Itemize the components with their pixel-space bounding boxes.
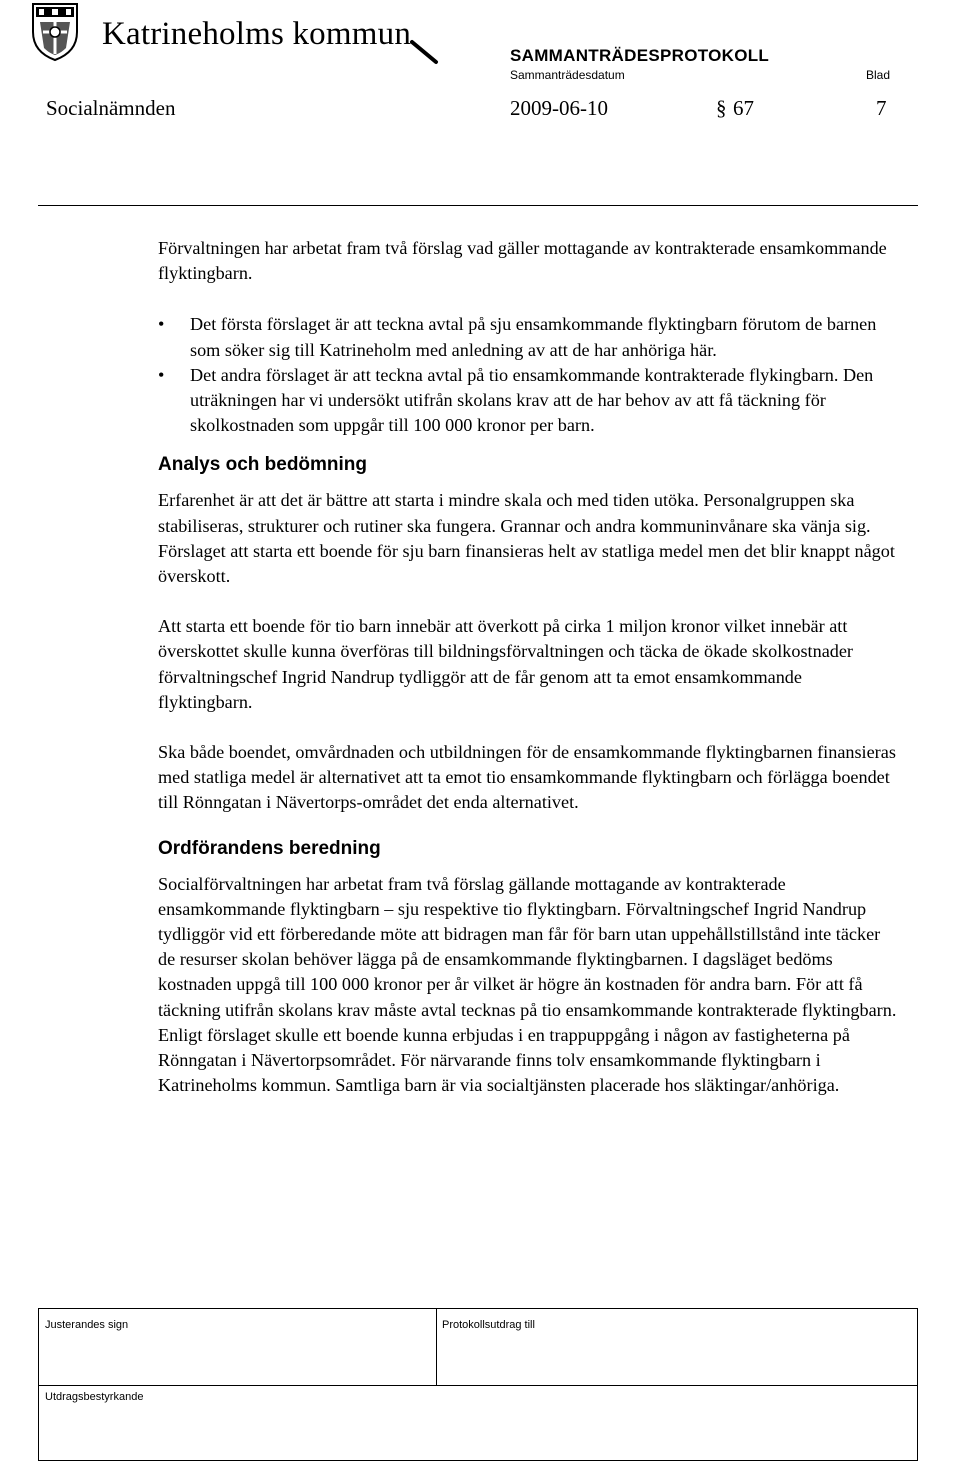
- extract-recipient-label: Protokollsutdrag till: [442, 1319, 535, 1331]
- signature-box: [38, 1308, 918, 1461]
- list-item: • Det första förslaget är att teckna avtal på sju ensamkommande flyktingbarn förutom de barnen som söker sig till Katrineholm med anledning av att de har anhöriga här.: [190, 312, 898, 362]
- analysis-paragraph: Att starta ett boende för tio barn innebär att överkott på cirka 1 miljon kronor vilket innebär att överskottet skulle kunna överföras till bildningsförvaltningen och täcka de ökade skolkostnader förvaltningschef Ingrid Nandrup tydliggör att de får genom att ta emot ensamkommande flyktingbarn.: [158, 616, 853, 712]
- meeting-date: 2009-06-10: [510, 96, 608, 120]
- paragraph-number: 67: [733, 96, 754, 120]
- organization-name: Katrineholms kommun: [102, 16, 412, 52]
- header-divider: [38, 205, 918, 206]
- proposal-list: [158, 312, 898, 438]
- meeting-date-label: Sammanträdesdatum: [510, 68, 625, 82]
- committee-name: Socialnämnden: [46, 96, 176, 120]
- extract-certification-label: Utdragsbestyrkande: [45, 1391, 144, 1403]
- signature-box-divider: [436, 1309, 437, 1385]
- intro-paragraph: Förvaltningen har arbetat fram två förslag vad gäller mottagande av kontrakterade ensamkommande flyktingbarn.: [158, 238, 887, 284]
- analysis-paragraph: Ska både boendet, omvårdnaden och utbildningen för de ensamkommande flyktingbarnen finansieras med statliga medel är alternativet att ta emot tio ensamkommande flyktingbarn och förlägga boendet till Rönngatan i Nävertorps-området det enda alternativet.: [158, 742, 896, 813]
- signature-label: Justerandes sign: [45, 1319, 129, 1331]
- page-number: 7: [876, 96, 887, 120]
- document-body: [158, 236, 898, 1098]
- page-label: Blad: [866, 68, 891, 82]
- list-item: • Det andra förslaget är att teckna avtal på tio ensamkommande kontrakterade flykingbarn. Den uträkningen har vi undersökt utifrån skolans krav att de har behov av att få täckning för skolkostnaden som uppgår till 100 000 kronor per barn.: [190, 363, 898, 439]
- document-type-title: SAMMANTRÄDESPROTOKOLL: [510, 46, 770, 65]
- signature-box-divider: [39, 1385, 917, 1386]
- analysis-paragraph: Erfarenhet är att det är bättre att starta i mindre skala och med tiden utöka. Personalgruppen ska stabiliseras, strukturer och rutiner ska fungera. Grannar och andra kommuninvånare ska vänja sig. Förslaget att starta ett boende för sju barn finansieras helt av statliga medel men det blir knappt något överskott.: [158, 490, 895, 587]
- section-heading-analysis: Analys och bedömning: [158, 454, 368, 476]
- municipal-coat-of-arms-icon: [30, 2, 80, 62]
- paragraph-symbol: §: [716, 96, 727, 120]
- section-heading-chair: Ordförandens beredning: [158, 837, 381, 859]
- chair-paragraph: Socialförvaltningen har arbetat fram två förslag gällande mottagande av kontrakterade ensamkommande flyktingbarn – sju respektive tio flyktingbarn. Förvaltningschef Ingrid Nandrup tydliggör vid ett förberedande möte att bidragen man får för barn utan uppehållstillstånd inte täcker de resurser skolan behöver lägga på de ensamkommande flyktingbarnen. I dagsläget bedöms kostnaden uppgå till 100 000 kronor per år vilket är högre än kostnaden för andra barn. För att få täckning utifrån skolans krav måste avtal tecknas på tio ensamkommande kontrakterade flyktingbarn. Enligt förslaget skulle ett boende kunna erbjudas i en trappuppgång i någon av fastigheterna på Rönngatan i Nävertorpsområdet. För närvarande finns tolv ensamkommande flyktingbarn i Katrineholms kommun. Samtliga barn är via socialtjänsten placerade hos släktingar/anhöriga.: [158, 873, 897, 1096]
- logo-stroke-icon: [410, 36, 440, 66]
